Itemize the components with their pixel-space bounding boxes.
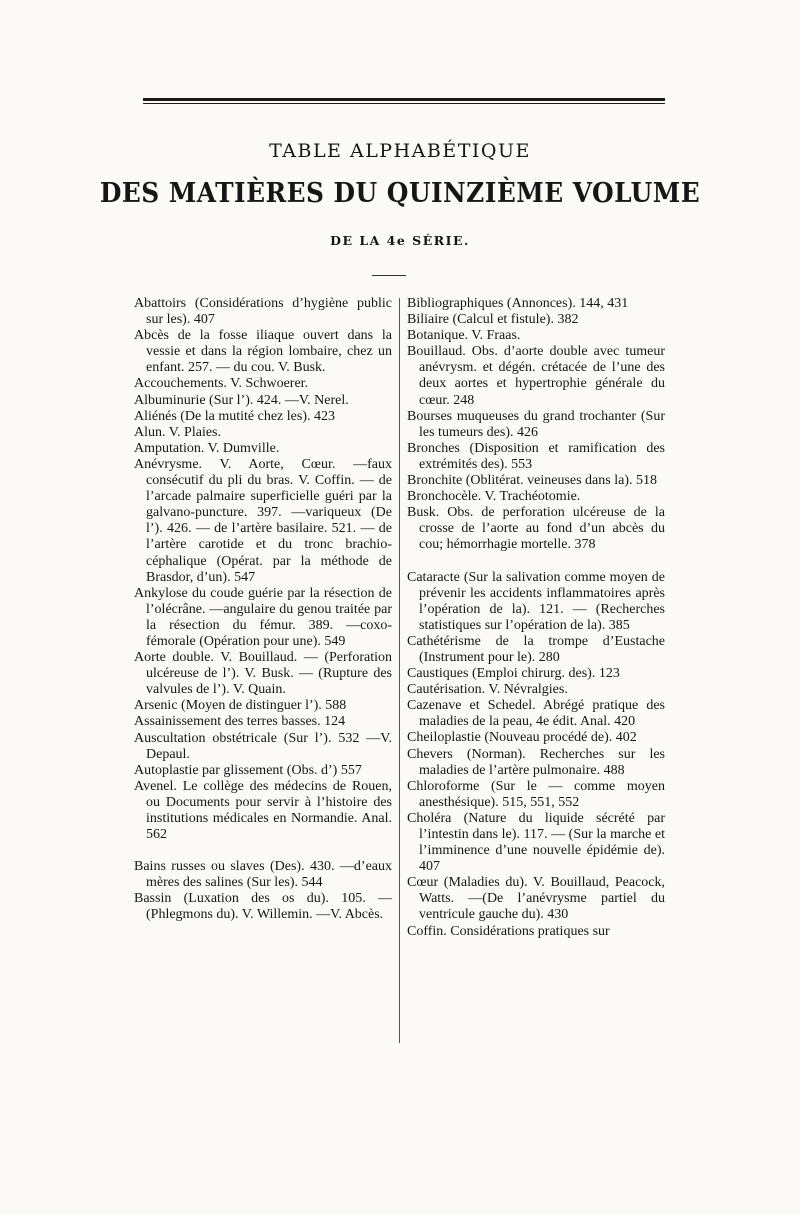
page-title-main: DES MATIÈRES DU QUINZIÈME VOLUME: [99, 178, 701, 209]
index-entry: Busk. Obs. de perforation ulcéreuse de la crosse de l’aorte au fond d’un abcès du cou; hémorrhagie mortelle. 378: [407, 505, 665, 553]
index-entry: Cœur (Maladies du). V. Bouillaud, Peacock, Watts. —(De l’anévrysme partiel du ventricule gauche du). 430: [407, 875, 665, 923]
index-entry: Coffin. Considérations pratiques sur: [407, 923, 610, 939]
section-gap: [407, 554, 665, 570]
index-entry: Cheiloplastie (Nouveau procédé de). 402: [407, 730, 637, 746]
index-entry: Bains russes ou slaves (Des). 430. —d’eaux mères des salines (Sur les). 544: [134, 859, 392, 891]
index-entry: Bourses muqueuses du grand trochanter (Sur les tumeurs des). 426: [407, 408, 665, 440]
page-title: TABLE ALPHABÉTIQUE: [269, 140, 531, 162]
index-entry: Chevers (Norman). Recherches sur les maladies de l’artère pulmonaire. 488: [407, 746, 665, 778]
index-entry: Alun. V. Plaies.: [134, 424, 221, 440]
index-entry: Bouillaud. Obs. d’aorte double avec tumeur anévrysm. et dégén. crétacée de l’une des deux aortes et hypertrophie générale du cœur. 248: [407, 344, 665, 408]
index-entry: Cautérisation. V. Névralgies.: [407, 682, 568, 698]
index-entry: Arsenic (Moyen de distinguer l’). 588: [134, 698, 347, 714]
index-entry: Bronchite (Oblitérat. veineuses dans la). 518: [407, 473, 657, 489]
index-entry: Choléra (Nature du liquide sécrété par l’intestin dans le). 117. — (Sur la marche et l’imminence d’une nouvelle épidémie de). 407: [407, 810, 665, 875]
index-left-column: [134, 296, 392, 924]
index-entry: Cazenave et Schedel. Abrégé pratique des maladies de la peau, 4e édit. Anal. 420: [407, 698, 665, 730]
index-entry: Bibliographiques (Annonces). 144, 431: [407, 296, 629, 311]
section-gap: [134, 843, 392, 859]
index-entry: Cathétérisme de la trompe d’Eustache (Instrument pour le). 280: [407, 633, 665, 665]
index-right-column: [407, 296, 665, 940]
top-rule: [143, 98, 665, 104]
page-subtitle: DE LA 4e SÉRIE.: [330, 233, 470, 248]
index-entry: Anévrysme. V. Aorte, Cœur. —faux consécutif du pli du bras. V. Coffin. — de l’arcade palmaire superficielle guéri par la galvano-puncture. 397. —variqueux (De l’). 426. — de l’artère basilaire. 521. — de l’artère carotide et du tronc brachio-céphalique (Opérat. par la méthode de Brasdor, d’un). 547: [134, 456, 392, 585]
title-divider: [372, 275, 406, 276]
index-entry: Abcès de la fosse iliaque ouvert dans la vessie et dans la région lombaire, chez un enfant. 257. — du cou. V. Busk.: [134, 328, 392, 376]
index-entry: Bronchocèle. V. Trachéotomie.: [407, 489, 581, 505]
index-entry: Accouchements. V. Schwoerer.: [134, 376, 309, 392]
index-entry: Caustiques (Emploi chirurg. des). 123: [407, 666, 620, 682]
index-entry: Assainissement des terres basses. 124: [134, 714, 346, 730]
index-entry: Abattoirs (Considérations d’hygiène public sur les). 407: [134, 296, 392, 328]
index-entry: Ankylose du coude guérie par la résection de l’olécrâne. —angulaire du genou traitée par la résection du fémur. 389. —coxo-fémorale (Opération pour une). 549: [134, 585, 392, 649]
index-entry: Autoplastie par glissement (Obs. d’) 557: [134, 762, 362, 778]
index-entry: Botanique. V. Fraas.: [407, 328, 521, 344]
index-entry: Avenel. Le collège des médecins de Rouen, ou Documents pour servir à l’histoire des institutions médicales en Normandie. Anal. 562: [134, 778, 392, 843]
index-entry: Cataracte (Sur la salivation comme moyen de prévenir les accidents inflammatoires après l’opération de la). 121. — (Recherches statistiques sur l’opération de la). 385: [407, 569, 665, 633]
index-entry: Aorte double. V. Bouillaud. — (Perforation ulcéreuse de l’). V. Busk. — (Rupture des valvules de l’). V. Quain.: [134, 650, 392, 698]
index-entry: Chloroforme (Sur le — comme moyen anesthésique). 515, 551, 552: [407, 778, 665, 810]
index-entry: Auscultation obstétricale (Sur l’). 532 —V. Depaul.: [134, 730, 392, 762]
index-entry: Biliaire (Calcul et fistule). 382: [407, 312, 579, 328]
index-entry: Aliénés (De la mutité chez les). 423: [134, 408, 335, 424]
column-rule: [399, 298, 400, 1043]
index-entry: Amputation. V. Dumville.: [134, 440, 280, 456]
index-entry: Albuminurie (Sur l’). 424. —V. Nerel.: [134, 392, 349, 408]
index-entry: Bronches (Disposition et ramification des extrémités des). 553: [407, 440, 665, 472]
index-entry: Bassin (Luxation des os du). 105. — (Phlegmons du). V. Willemin. —V. Abcès.: [134, 891, 392, 923]
